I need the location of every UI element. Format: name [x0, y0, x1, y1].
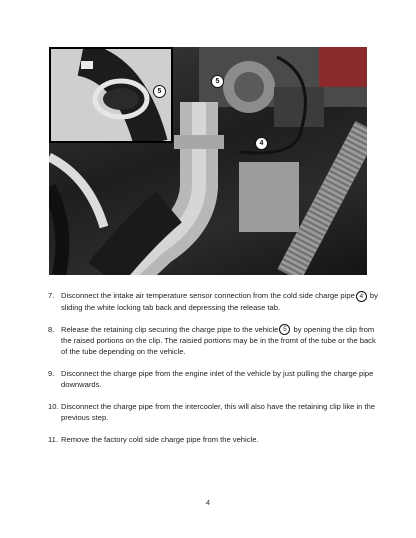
step-11 — [48, 434, 378, 445]
step-10 — [48, 401, 378, 423]
step-text: Disconnect the charge pipe from the engine inlet of the vehicle by just pulling the charge pipe downwards. — [61, 369, 374, 389]
engine-bay-photo — [49, 47, 367, 275]
callout-4-main: 4 — [255, 137, 268, 150]
step-number: 7. — [48, 291, 55, 300]
page-number: 4 — [205, 498, 211, 507]
step-text: Disconnect the charge pipe from the intercooler, this will also have the retaining clip like in the previous step. — [61, 402, 376, 422]
step-number: 11. — [48, 435, 58, 444]
step-9 — [48, 368, 378, 390]
step-7 — [48, 290, 378, 313]
step-8 — [48, 324, 378, 358]
instruction-steps — [48, 290, 378, 456]
step-text-continued: by opening the clip from the raised portions on the clip. The raisied portions may be in the fromt of the tube or the back of the tube depending on the vehicle. — [61, 324, 376, 356]
step-number: 10. — [48, 402, 59, 411]
reference-callout: 5 — [279, 324, 290, 335]
inset-photo — [49, 47, 173, 143]
step-number: 8. — [48, 324, 55, 334]
callout-5-inset: 5 — [153, 85, 166, 98]
reference-callout: 4 — [356, 291, 367, 302]
step-text: Release the retaining clip securing the charge pipe to the vehicle — [61, 324, 279, 334]
step-text-continued: by sliding the white locking tab back and depressing the release tab. — [61, 291, 378, 312]
step-text: Disconnect the intake air temperature sensor connection from the cold side charge pipe — [61, 291, 355, 300]
step-text: Remove the factory cold side charge pipe from the vehicle. — [61, 435, 259, 444]
step-number: 9. — [48, 369, 55, 378]
callout-5-main: 5 — [211, 75, 224, 88]
